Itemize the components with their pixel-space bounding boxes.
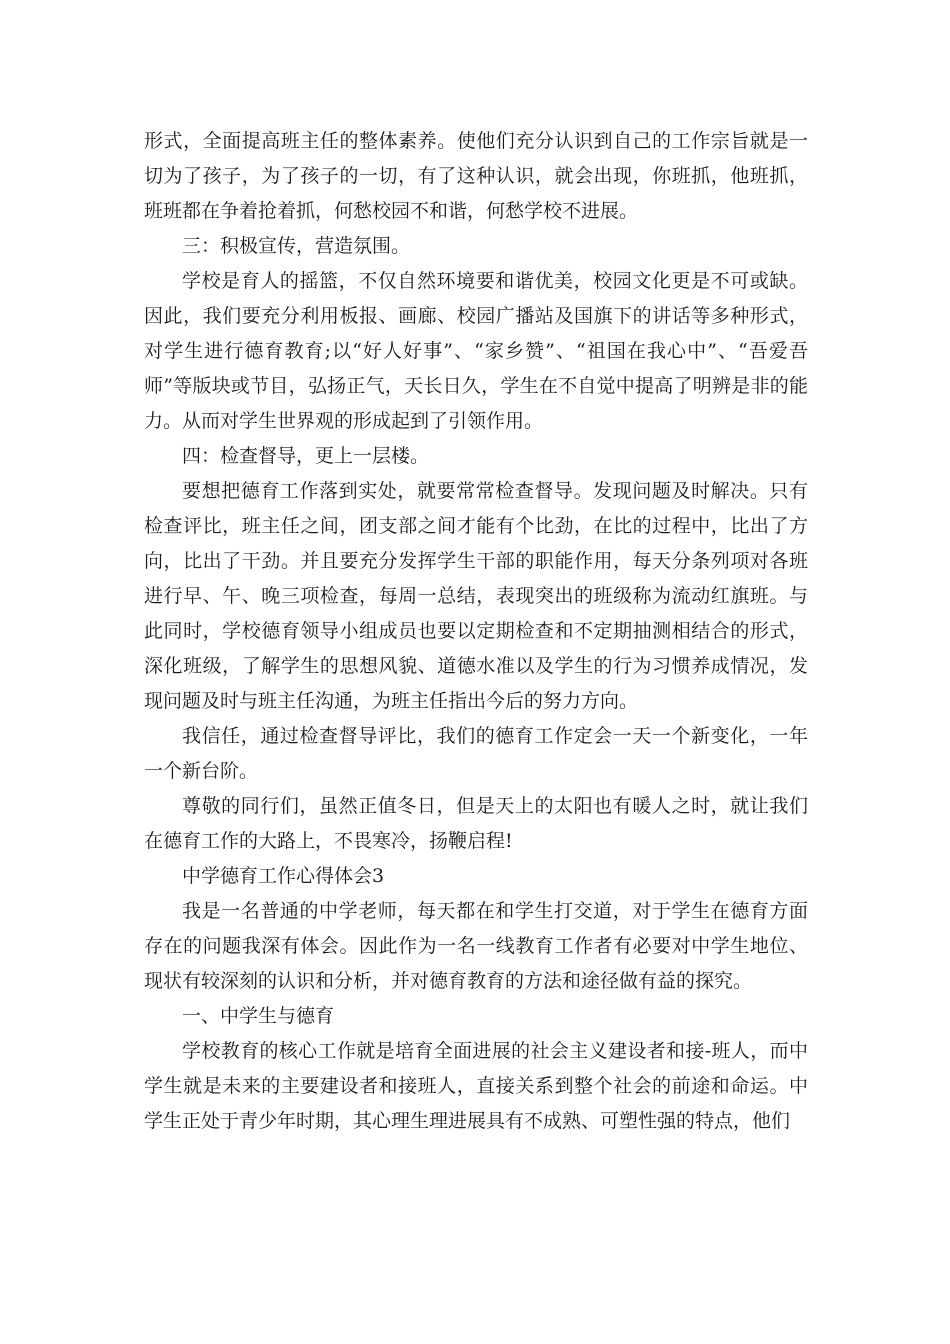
paragraph-6: 我是一名普通的中学老师，每天都在和学生打交道，对于学生在德育方面存在的问题我深有体会。因此作为一名一线教育工作者有必要对中学生地位、现状有较深刻的认识和分析，并对德育教育的方法和途径做有益的探究。 bbox=[144, 900, 808, 992]
section-heading-1: 一、中学生与德育 bbox=[182, 1005, 335, 1027]
paragraph-1: 形式，全面提高班主任的整体素养。使他们充分认识到自己的工作宗旨就是一切为了孩子，为了孩子的一切，有了这种认识，就会出现，你班抓，他班抓，班班都在争着抢着抓，何愁校园不和谐，何愁学校不进展。 bbox=[144, 130, 808, 222]
document-body bbox=[144, 124, 808, 1139]
section-heading-4: 四：检查督导，更上一层楼。 bbox=[182, 445, 430, 467]
paragraph-5: 尊敬的同行们，虽然正值冬日，但是天上的太阳也有暖人之时，就让我们在德育工作的大路上，不畏寒冷，扬鞭启程! bbox=[144, 795, 808, 852]
paragraph-4: 我信任，通过检查督导评比，我们的德育工作定会一天一个新变化，一年一个新台阶。 bbox=[144, 725, 808, 782]
section-heading-3: 三：积极宣传，营造氛围。 bbox=[182, 235, 411, 257]
paragraph-2: 学校是育人的摇篮，不仅自然环境要和谐优美，校园文化更是不可或缺。因此，我们要充分利用板报、画廊、校园广播站及国旗下的讲话等多种形式，对学生进行德育教育;以“好人好事”、“家乡赞”、“祖国在我心中”、“吾爱吾师”等版块或节目，弘扬正气，天长日久，学生在不自觉中提高了明辨是非的能力。从而对学生世界观的形成起到了引领作用。 bbox=[144, 270, 808, 432]
paragraph-3: 要想把德育工作落到实处，就要常常检查督导。发现问题及时解决。只有检查评比，班主任之间，团支部之间才能有个比劲，在比的过程中，比出了方向，比出了干劲。并且要充分发挥学生干部的职能作用，每天分条列项对各班进行早、午、晚三项检查，每周一总结，表现突出的班级称为流动红旗班。与此同时，学校德育领导小组成员也要以定期检查和不定期抽测相结合的形式，深化班级，了解学生的思想风貌、道德水准以及学生的行为习惯养成情况，发现问题及时与班主任沟通，为班主任指出今后的努力方向。 bbox=[144, 480, 808, 712]
paragraph-7: 学校教育的核心工作就是培育全面进展的社会主义建设者和接-班人，而中学生就是未来的主要建设者和接班人，直接关系到整个社会的前途和命运。中学生正处于青少年时期，其心理生理进展具有不成熟、可塑性强的特点，他们 bbox=[144, 1040, 808, 1132]
article-title: 中学德育工作心得体会3 bbox=[182, 865, 385, 887]
